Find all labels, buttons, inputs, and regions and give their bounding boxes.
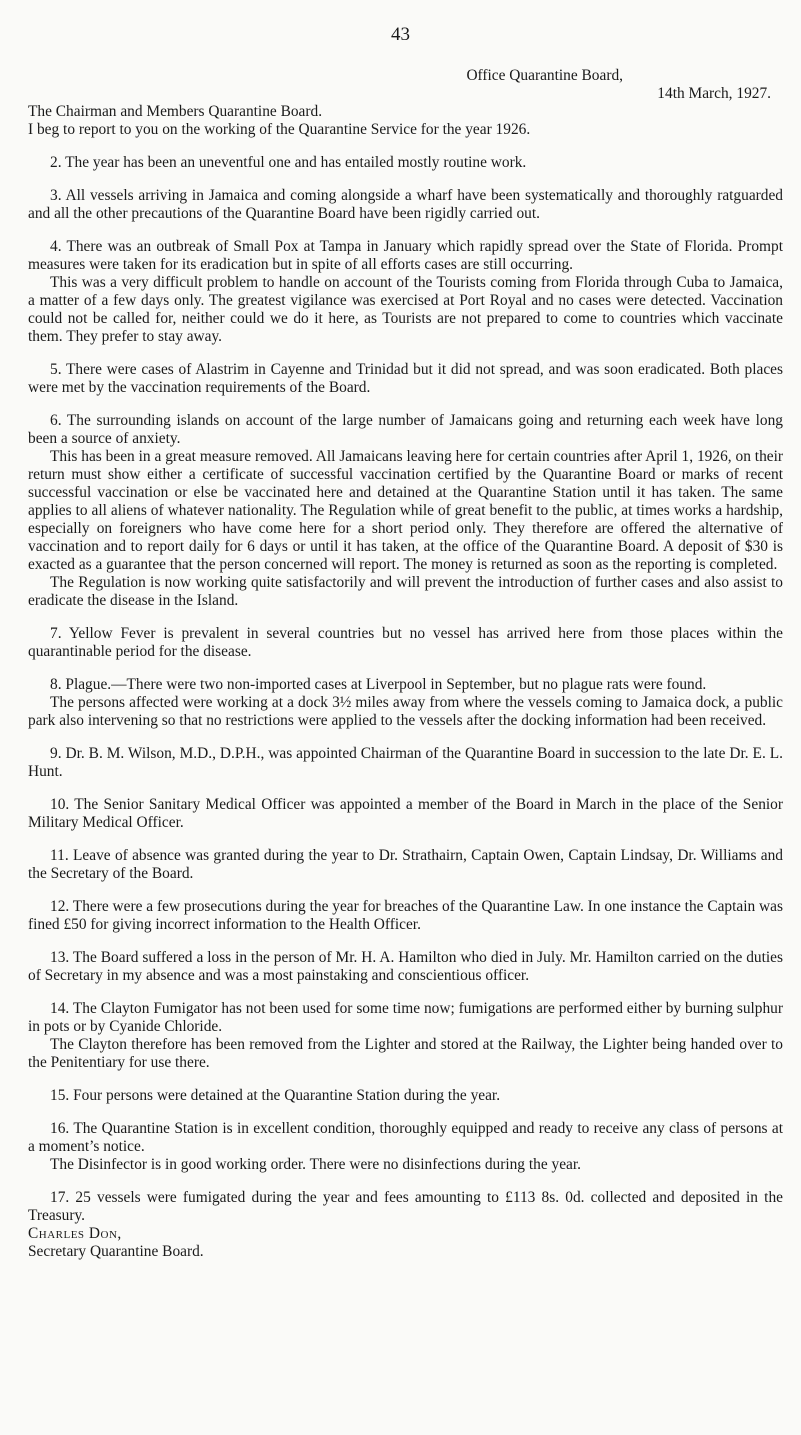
report-body <box>28 67 783 1261</box>
paragraph-3: 3. All vessels arriving in Jamaica and coming alongside a wharf have been systematically and thoroughly ratguarded and all the other precautions of the Quarantine Board have been rigidly carried out. <box>28 187 783 222</box>
signature-title: Secretary Quarantine Board. <box>28 1243 204 1260</box>
paragraph-16: 16. The Quarantine Station is in excellent condition, thoroughly equipped and ready to receive any class of persons at a moment’s notice. <box>28 1120 783 1155</box>
header-date: 14th March, 1927. <box>657 85 771 102</box>
paragraph-7: 7. Yellow Fever is prevalent in several countries but no vessel has arrived here from those places within the quarantinable period for the disease. <box>28 625 783 660</box>
paragraph-8: 8. Plague.—There were two non-imported cases at Liverpool in September, but no plague rats were found. <box>50 676 707 693</box>
paragraph-16-cont: The Disinfector is in good working order. There were no disinfections during the year. <box>50 1156 581 1173</box>
paragraph-17: 17. 25 vessels were fumigated during the year and fees amounting to £113 8s. 0d. collected and deposited in the Treasury. <box>28 1189 783 1224</box>
paragraph-4-cont: This was a very difficult problem to handle on account of the Tourists coming from Florida through Cuba to Jamaica, a matter of a few days only. The greatest vigilance was exercised at Port Royal and no cases were detected. Vaccination could not be called for, neither could we do it here, as Tourists are not prepared to come to countries which vaccinate them. They prefer to stay away. <box>28 274 783 345</box>
paragraph-6: 6. The surrounding islands on account of the large number of Jamaicans going and returning each week have long been a source of anxiety. <box>28 412 783 447</box>
paragraph-14: 14. The Clayton Fumigator has not been used for some time now; fumigations are performed either by burning sulphur in pots or by Cyanide Chloride. <box>28 1000 783 1035</box>
paragraph-2: 2. The year has been an uneventful one and has entailed mostly routine work. <box>50 154 527 171</box>
paragraph-6-cont: This has been in a great measure removed. All Jamaicans leaving here for certain countries after April 1, 1926, on their return must show either a certificate of successful vaccination certified by the Quarantine Board or marks of recent successful vaccination or else be vaccinated here and detained at the Quarantine Station until it has taken. The same applies to all aliens of whatever nationality. The Regulation while of great benefit to the public, at times works a hardship, especially on foreigners who have come here for a short period only. They therefore are offered the alternative of vaccination and to report daily for 6 days or until it has taken, at the office of the Quarantine Board. A deposit of $30 is exacted as a guarantee that the person concerned will report. The money is returned as soon as the reporting is completed. <box>28 448 783 573</box>
paragraph-15: 15. Four persons were detained at the Quarantine Station during the year. <box>50 1087 501 1104</box>
paragraph-14-cont: The Clayton therefore has been removed from the Lighter and stored at the Railway, the Lighter being handed over to the Penitentiary for use there. <box>28 1036 783 1071</box>
paragraph-8-cont: The persons affected were working at a dock 3½ miles away from where the vessels coming to Jamaica dock, a public park also intervening so that no restrictions were applied to the vessels after the docking information had been received. <box>28 694 783 729</box>
opening-line: I beg to report to you on the working of the Quarantine Service for the year 1926. <box>28 121 531 138</box>
header-office: Office Quarantine Board, <box>466 67 623 84</box>
signature-name: Charles Don, <box>28 1225 122 1242</box>
paragraph-6-cont2: The Regulation is now working quite satisfactorily and will prevent the introduction of further cases and also assist to eradicate the disease in the Island. <box>28 574 783 609</box>
paragraph-13: 13. The Board suffered a loss in the person of Mr. H. A. Hamilton who died in July. Mr. Hamilton carried on the duties of Secretary in my absence and was a most painstaking and conscientious officer. <box>28 949 783 984</box>
page-number: 43 <box>391 24 410 45</box>
paragraph-5: 5. There were cases of Alastrim in Cayenne and Trinidad but it did not spread, and was soon eradicated. Both places were met by the vaccination requirements of the Board. <box>28 361 783 396</box>
addressee: The Chairman and Members Quarantine Board. <box>28 103 323 120</box>
paragraph-11: 11. Leave of absence was granted during the year to Dr. Strathairn, Captain Owen, Captain Lindsay, Dr. Williams and the Secretary of the Board. <box>28 847 783 882</box>
paragraph-4: 4. There was an outbreak of Small Pox at Tampa in January which rapidly spread over the State of Florida. Prompt measures were taken for its eradication but in spite of all efforts cases are still occurring. <box>28 238 783 273</box>
paragraph-12: 12. There were a few prosecutions during the year for breaches of the Quarantine Law. In one instance the Captain was fined £50 for giving incorrect information to the Health Officer. <box>28 898 783 933</box>
paragraph-9: 9. Dr. B. M. Wilson, M.D., D.P.H., was appointed Chairman of the Quarantine Board in succession to the late Dr. E. L. Hunt. <box>28 745 783 780</box>
paragraph-10: 10. The Senior Sanitary Medical Officer was appointed a member of the Board in March in the place of the Senior Military Medical Officer. <box>28 796 783 831</box>
